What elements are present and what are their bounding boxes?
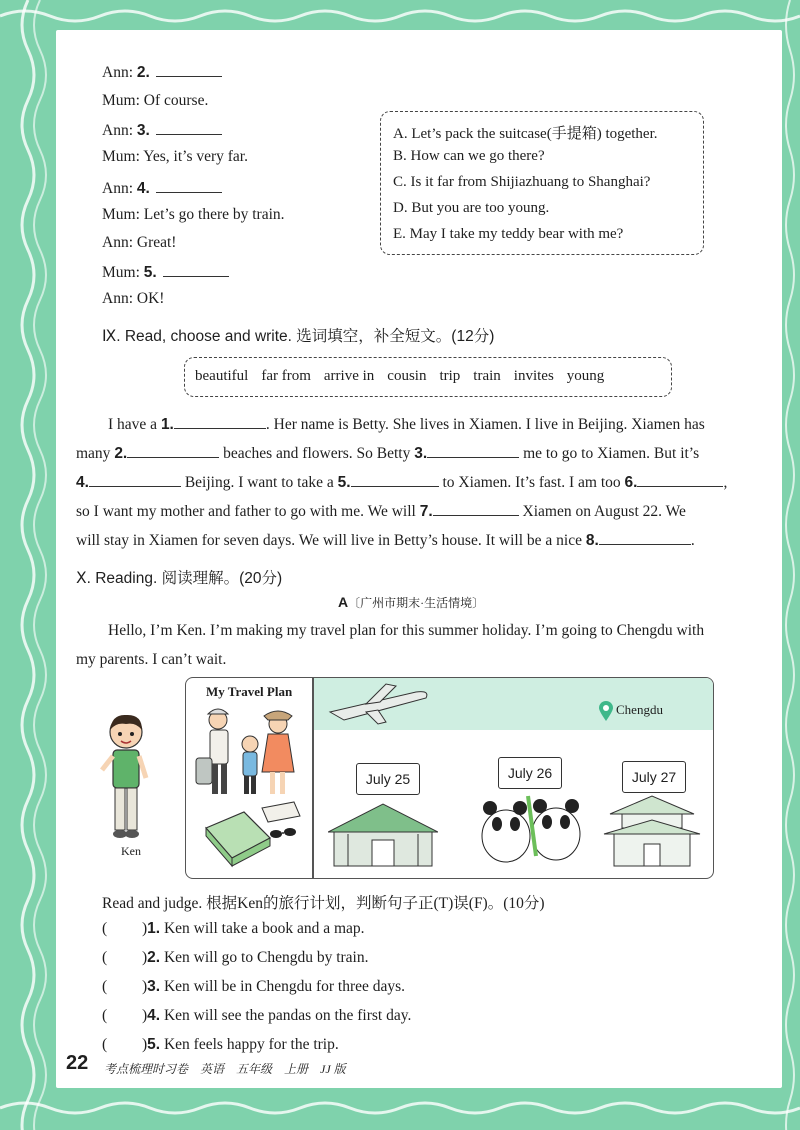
wavy-border-left	[8, 0, 58, 1130]
plan-title: My Travel Plan	[206, 684, 293, 699]
blank-number: 4.	[136, 180, 150, 197]
judge-item	[102, 920, 365, 938]
dialogue-line	[102, 234, 176, 252]
intro-line-2: my parents. I can’t wait.	[76, 651, 227, 668]
dialogue-text: Of course.	[143, 92, 209, 109]
temple-illustration	[600, 794, 704, 868]
answer-blank[interactable]	[163, 262, 229, 277]
option-e: E. May I take my teddy bear with me?	[393, 226, 624, 242]
part-a-label	[338, 594, 484, 612]
answer-paren[interactable]: (	[102, 1036, 108, 1053]
ken-illustration	[96, 710, 160, 850]
page-number: 22	[66, 1052, 89, 1074]
section-10-title: Ⅹ. Reading. 阅读理解。(20分)	[76, 570, 283, 587]
dialogue-line	[102, 148, 248, 166]
answer-blank[interactable]	[156, 120, 222, 135]
answer-paren[interactable]: (	[102, 978, 108, 995]
blank-number: 5.	[337, 474, 351, 491]
blank-6[interactable]	[637, 472, 723, 487]
passage-line-2	[76, 443, 699, 463]
text: Beijing. I want to take a	[180, 474, 338, 491]
blank-7[interactable]	[433, 501, 519, 516]
dialogue-line	[102, 178, 222, 198]
blank-number: 8.	[585, 532, 599, 549]
dialogue-line	[102, 62, 222, 82]
pandas-illustration	[476, 786, 586, 868]
text: many	[76, 445, 115, 462]
plane-icon	[326, 682, 436, 726]
judge-item	[102, 1007, 411, 1025]
dialogue-line	[102, 92, 208, 110]
text: Xiamen on August 22. We	[518, 503, 686, 520]
item-text: Ken will go to Chengdu by train.	[163, 949, 369, 966]
plan-divider	[312, 678, 314, 878]
answer-paren-close: )	[142, 978, 148, 995]
word: arrive in	[323, 368, 375, 384]
judge-item	[102, 949, 368, 967]
date-day-1: July 25	[356, 763, 420, 795]
text: will stay in Xiamen for seven days. We will live in Betty’s house. It will be a nice	[76, 532, 586, 549]
item-text: Ken feels happy for the trip.	[163, 1036, 339, 1053]
wavy-border-right	[780, 0, 800, 1130]
passage-line-4	[76, 501, 686, 521]
luggage-illustration	[200, 798, 310, 874]
judge-instruction: Read and judge. 根据Ken的旅行计划，判断句子正(T)误(F)。(10分)	[102, 895, 545, 912]
dialogue-line	[102, 290, 164, 308]
destination-city: Chengdu	[616, 702, 663, 717]
speaker: Mum:	[102, 206, 140, 223]
word: beautiful	[195, 368, 249, 384]
text: I have a	[108, 416, 161, 433]
speaker: Ann:	[102, 122, 133, 139]
word: far from	[261, 368, 311, 384]
footer-text: 考点梳理时习卷 英语 五年级 上册 JJ 版	[104, 1062, 346, 1076]
date-day-3: July 27	[622, 761, 686, 793]
answer-paren-close: )	[142, 920, 148, 937]
passage-line-3	[76, 472, 727, 492]
wavy-border-bottom	[0, 1094, 800, 1124]
blank-3[interactable]	[427, 443, 519, 458]
dialogue-text: Great!	[136, 234, 177, 251]
blank-number: 1.	[160, 416, 174, 433]
item-number: 1.	[147, 920, 161, 937]
answer-paren[interactable]: (	[102, 1007, 108, 1024]
section-9-title: Ⅸ. Read, choose and write. 选词填空，补全短文。(12分)	[102, 328, 495, 345]
travel-plan-card	[185, 677, 714, 879]
dialogue-line	[102, 120, 222, 140]
passage-line-5	[76, 530, 695, 550]
blank-number: 3.	[414, 445, 428, 462]
answer-paren-close: )	[142, 949, 148, 966]
date-day-2: July 26	[498, 757, 562, 789]
dialogue-text: Yes, it’s very far.	[143, 148, 248, 165]
text: . Her name is Betty. She lives in Xiamen. I live in Beijing. Xiamen has	[265, 416, 705, 433]
speaker: Mum:	[102, 148, 140, 165]
speaker: Ann:	[102, 64, 133, 81]
option-d: D. But you are too young.	[393, 200, 550, 216]
word: young	[566, 368, 605, 384]
intro-line-1: Hello, I’m Ken. I’m making my travel plan for this summer holiday. I’m going to Chengdu with	[108, 622, 705, 639]
blank-number: 4.	[76, 474, 89, 491]
dialogue-line	[102, 262, 229, 282]
item-number: 4.	[147, 1007, 161, 1024]
dialogue-text: Let’s go there by train.	[143, 206, 285, 223]
part-tag: 〔广州市期末·生活情境〕	[348, 596, 485, 610]
dialogue-text: OK!	[136, 290, 165, 307]
word-bank	[184, 357, 672, 397]
word-bank-list	[195, 368, 604, 385]
word: trip	[439, 368, 461, 384]
item-text: Ken will take a book and a map.	[163, 920, 365, 937]
blank-4[interactable]	[89, 472, 181, 487]
blank-number: 7.	[419, 503, 433, 520]
word: train	[473, 368, 501, 384]
word: invites	[513, 368, 554, 384]
answer-blank[interactable]	[156, 62, 222, 77]
item-number: 3.	[147, 978, 161, 995]
answer-paren[interactable]: (	[102, 920, 108, 937]
blank-number: 3.	[136, 122, 150, 139]
dialogue-line	[102, 206, 285, 224]
option-a: A. Let’s pack the suitcase(手提箱) together.	[393, 126, 658, 142]
item-number: 5.	[147, 1036, 161, 1053]
passage-line-1	[108, 414, 705, 434]
blank-number: 5.	[143, 264, 157, 281]
blank-5[interactable]	[351, 472, 439, 487]
answer-paren-close: )	[142, 1007, 148, 1024]
speaker: Ann:	[102, 180, 133, 197]
item-number: 2.	[147, 949, 161, 966]
text: to Xiamen. It’s fast. I am too	[438, 474, 625, 491]
speaker: Ann:	[102, 290, 133, 307]
speaker: Mum:	[102, 92, 140, 109]
option-b: B. How can we go there?	[393, 148, 545, 164]
word: cousin	[387, 368, 427, 384]
text: me to go to Xiamen. But it’s	[519, 445, 700, 462]
blank-1[interactable]	[174, 414, 266, 429]
speaker: Mum:	[102, 264, 140, 281]
answer-paren-close: )	[142, 1036, 148, 1053]
answer-paren[interactable]: (	[102, 949, 108, 966]
blank-8[interactable]	[599, 530, 691, 545]
text: ,	[723, 474, 728, 491]
wavy-border-top	[0, 4, 800, 32]
ken-label: Ken	[121, 844, 141, 858]
judge-item	[102, 1036, 339, 1054]
location-pin-icon	[598, 700, 614, 722]
family-illustration	[190, 704, 310, 804]
option-c: C. Is it far from Shijiazhuang to Shanghai?	[393, 174, 651, 190]
judge-item	[102, 978, 405, 996]
item-text: Ken will be in Chengdu for three days.	[163, 978, 406, 995]
text: so I want my mother and father to go with me. We will	[76, 503, 420, 520]
text: .	[690, 532, 695, 549]
blank-2[interactable]	[127, 443, 219, 458]
blank-number: 6.	[624, 474, 638, 491]
item-text: Ken will see the pandas on the first day.	[163, 1007, 412, 1024]
part-letter: A	[338, 594, 349, 610]
building-illustration	[328, 800, 438, 868]
blank-number: 2.	[114, 445, 128, 462]
text: beaches and flowers. So Betty	[219, 445, 415, 462]
options-box	[380, 111, 704, 255]
blank-number: 2.	[136, 64, 150, 81]
speaker: Ann:	[102, 234, 133, 251]
answer-blank[interactable]	[156, 178, 222, 193]
